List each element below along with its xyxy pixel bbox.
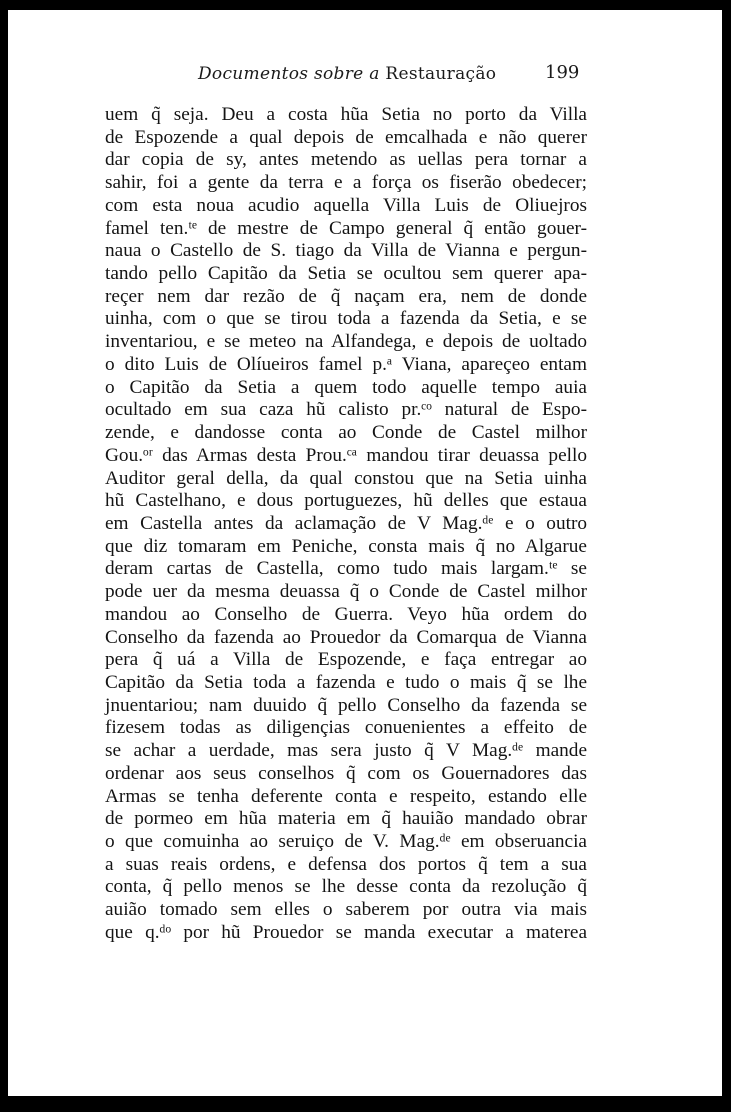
text-line: tando pello Capitão da Setia se ocultou sem querer apa- — [105, 263, 587, 285]
book-page — [8, 10, 722, 1096]
running-title — [198, 64, 496, 84]
text-line: dar copia de sy, antes metendo as uellas pera tornar a — [105, 149, 587, 171]
text-line: hũ Castelhano, e dous portuguezes, hũ delles que estaua — [105, 490, 587, 512]
text-line: jnuentariou; nam duuido q̃ pello Conselho da fazenda se — [105, 694, 587, 716]
text-line: se achar a uerdade, mas sera justo q̃ V Mag.ᵈᵉ mande — [105, 740, 587, 762]
text-line: ordenar aos seus conselhos q̃ com os Gouernadores das — [105, 762, 587, 784]
text-line: reçer nem dar rezão de q̃ naçam era, nem de donde — [105, 285, 587, 307]
running-title-roman: Restauração — [385, 64, 497, 84]
text-line: que q.ᵈᵒ por hũ Prouedor se manda executar a materea — [105, 921, 587, 943]
text-line: conta, q̃ pello menos se lhe desse conta da rezolução q̃ — [105, 876, 587, 898]
text-line: sahir, foi a gente da terra e a força os fiserão obedecer; — [105, 172, 587, 194]
text-line: Gou.ᵒʳ das Armas desta Prou.ᶜᵃ mandou tirar deuassa pello — [105, 444, 587, 466]
text-line: o que comuinha ao seruiço de V. Mag.ᵈᵉ em obseruancia — [105, 831, 587, 852]
text-line: fizesem todas as diligençias conuenientes a effeito de — [105, 717, 587, 739]
page-number: 199 — [545, 62, 580, 83]
text-line: que diz tomaram em Peniche, consta mais q̃ no Algarue — [105, 535, 587, 557]
text-line: pode uer da mesma deuassa q̃ o Conde de Castel milhor — [105, 581, 587, 603]
text-line: naua o Castello de S. tiago da Villa de Vianna e pergun- — [105, 240, 587, 262]
text-line: mandou ao Conselho de Guerra. Veyo hũa ordem do — [105, 603, 587, 625]
text-line: deram cartas de Castella, como tudo mais largam.ᵗᵉ se — [105, 558, 587, 580]
text-line: inventariou, e se meteo na Alfandega, e depois de uoltado — [105, 331, 587, 353]
text-line: auião tomado sem elles o saberem por outra via mais — [105, 899, 587, 921]
running-title-italic: Documentos sobre a — [198, 64, 380, 84]
text-line: pera q̃ uá a Villa de Espozende, e faça entregar ao — [105, 649, 587, 671]
running-header — [8, 62, 722, 88]
text-line: em Castella antes da aclamação de V Mag.ᵈᵉ e o outro — [105, 512, 587, 534]
text-line: Conselho da fazenda ao Prouedor da Comarqua de Vianna — [105, 626, 587, 648]
text-line: uinha, com o que se tirou toda a fazenda da Setia, e se — [105, 308, 587, 330]
text-line: ocultado em sua caza hũ calisto pr.ᶜᵒ natural de Espo- — [105, 399, 587, 421]
text-line: de pormeo em hũa materia em q̃ hauião mandado obrar — [105, 808, 587, 830]
text-line: o Capitão da Setia a quem todo aquelle tempo auia — [105, 376, 587, 398]
text-line: Capitão da Setia toda a fazenda e tudo o mais q̃ se lhe — [105, 671, 587, 693]
text-line: a suas reais ordens, e defensa dos portos q̃ tem a sua — [105, 853, 587, 875]
body-text — [105, 104, 587, 945]
text-line: uem q̃ seja. Deu a costa hũa Setia no porto da Villa — [105, 104, 587, 125]
text-line: famel ten.ᵗᵉ de mestre de Campo general q̃ então gouer- — [105, 217, 587, 239]
text-line: com esta noua acudio aquella Villa Luis de Oliuejros — [105, 194, 587, 216]
text-line: de Espozende a qual depois de emcalhada e não querer — [105, 126, 587, 148]
text-line: Armas se tenha deferente conta e respeito, estando elle — [105, 785, 587, 807]
text-line: Auditor geral della, da qual constou que na Setia uinha — [105, 467, 587, 489]
text-line: o dito Luis de Olíueiros famel p.ᵃ Viana, apareçeo entam — [105, 353, 587, 375]
text-line: zende, e dandosse conta ao Conde de Castel milhor — [105, 422, 587, 444]
